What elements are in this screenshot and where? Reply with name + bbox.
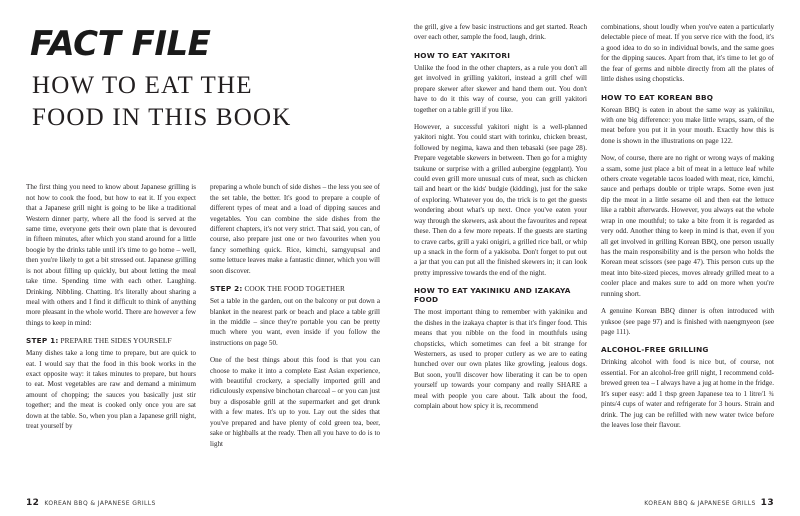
section-heading-yakitori: HOW TO EAT YAKITORI <box>414 50 511 60</box>
left-column-1 <box>26 182 196 456</box>
footer-right <box>644 498 774 508</box>
right-column-2 <box>601 22 774 437</box>
page-subtitle: HOW TO EAT THE FOOD IN THIS BOOK <box>32 72 292 132</box>
paragraph: Korean BBQ is eaten in about the same way as yakiniku, with one big difference: you make little wraps, ssam, of the meat before you put it in your mouth. Exactly how this is done is shown in the illustrations on page 122. <box>601 105 774 145</box>
paragraph: The most important thing to remember with yakiniku and the dishes in the izakaya chapter is that it's finger food. This means that you nibble on the food in mouthfuls using chopsticks, which sometimes can feel a bit strange for Westerners, as used to proper cutlery as we are to eating hunched over our own plates like growling, jealous dogs. But soon, you'll discover how liberating it can be to open yourself up towards your company and really SHARE a meal with people you care about. Talk about the food, complain about how spicy it is, recommend <box>414 308 587 411</box>
paragraph: the grill, give a few basic instructions and get started. Reach over each other, sample the food, laugh, drink. <box>414 23 587 42</box>
section-heading-step1 <box>26 336 196 345</box>
footer-left <box>26 498 156 508</box>
paragraph: Now, of course, there are no right or wrong ways of making a ssam, some just place a bit of meat in a lettuce leaf while others create vegetable tacos loaded with meat, rice, kimchi, sauce and perhaps double or triple wraps. Some even just dip the meat in a little sesame oil and then eat the lettuce like a rabbit afterwards. However, you always eat the whole wrap in one mouthful; to take a bite from it is regarded as very odd. Another thing to keep in mind is that, even if you all get involved in grilling Korean BBQ, one person usually has the main responsibility and is the person who holds the Korean meat scissors (see page 47). This person cuts up the meat into bite-sized pieces, moves already grilled meat to a cooler place and makes sure to add on more when you're running short. <box>601 154 774 298</box>
right-columns <box>414 22 774 437</box>
paragraph: Unlike the food in the other chapters, as a rule you don't all get involved in grilling yakitori, instead a grill chef will prepare skewer after skewer and hand them out. You don't have to do it this way of course, you can grill yakitori together on a table grill if you like. <box>414 63 587 114</box>
footer-text-left: KOREAN BBQ & JAPANESE GRILLS <box>44 500 156 507</box>
paragraph: Set a table in the garden, out on the balcony or put down a blanket in the nearest park or beach and place a table grill in the middle – since they're portable you can be pretty much where you want, even inside if you follow the instructions on page 50. <box>210 297 380 347</box>
paragraph: One of the best things about this food is that you can choose to make it into a complete East Asian experience, with beautiful crockery, a specially imported grill and ridiculously expensive binchotan charcoal – or you can just buy a disposable grill at the supermarket and get drunk with a few mates. It's up to you. Lay out the sides that you've prepared and have plenty of cold green tea, beer, sake or highballs at the ready. Then all you have to do is to light <box>210 356 380 448</box>
right-column-1 <box>414 22 587 437</box>
paragraph: combinations, shout loudly when you've eaten a particularly delectable piece of meat. If you serve rice with the food, it's a good idea to do so in individual bowls, and the same goes for the dipping sauces. Apart from that, it's time to let go of the fear of germs and nibble directly from all the plates of little dishes using chopsticks. <box>601 23 774 84</box>
section-heading-korean-bbq: HOW TO EAT KOREAN BBQ <box>601 92 714 102</box>
left-column-2 <box>210 182 380 456</box>
step2-label: STEP 2: <box>210 284 243 294</box>
left-columns <box>26 182 380 456</box>
paragraph: A genuine Korean BBQ dinner is often introduced with yuksoe (see page 97) and is finished with naengmyeon (see page 111). <box>601 307 774 336</box>
page-number-left: 12 <box>26 498 40 508</box>
step2-runin: COOK THE FOOD TOGETHER <box>242 284 345 294</box>
page-title: FACT FILE <box>30 24 211 64</box>
section-heading-step2 <box>210 284 380 293</box>
paragraph: However, a successful yakitori night is a well-planned yakitori night. You could start with torinku, chicken breast, followed by negima, kawa and then tebasaki (see page 28). Prepare vegetable skewers in between. Then go for a mighty tsukune or surprise with a grilled aubergine (eggplant). You could even grill more unusual cuts of meat, such as chicken tail and heart or the kids' budgie (kidding), just for the sake of exploring. Whatever you do, the trick is to get the guests wondering about what's up next. Once you've eaten your way through the skewers, ask about the favourites and repeat these. Then do a few more repeats. If the guests are starting to crave carbs, grill a yaki onigiri, a grilled rice ball, or whip up a snack in the form of a yakisoba. Don't forget to put out a jar that you can put all the finished skewers in; it can look pretty impressive towards the end of the night. <box>414 122 587 277</box>
step1-runin: PREPARE THE SIDES YOURSELF <box>58 336 172 346</box>
section-heading-yakiniku-izakaya: HOW TO EAT YAKINIKU AND IZAKAYA FOOD <box>414 286 571 305</box>
paragraph: Many dishes take a long time to prepare, but are quick to eat. I would say that the food in this book works in the exact opposite way: it takes minutes to prepare, but hours to eat. Most vegetables are raw and demand a minimum amount of chopping; the sauces you basically just stir together; and the meat is cooked only once you are sat down at the table. So, when you plan a Japanese grill night, treat yourself by <box>26 349 196 431</box>
paragraph: preparing a whole bunch of side dishes – the less you see of the set table, the better. It's good to prepare a couple of different types of meat and a load of dipping sauces and vegetables. You can combine the side dishes from the different chapters, it's not very strict. That said, you can, of course, also prepare just one or two favourites when you fancy something quick. Rice, kimchi, samgyupsal and some lettuce leaves make a fantastic dinner, which you will soon discover. <box>210 183 380 275</box>
footer-text-right: KOREAN BBQ & JAPANESE GRILLS <box>644 500 756 507</box>
page-right <box>400 0 800 516</box>
section-heading-alcohol-free: ALCOHOL-FREE GRILLING <box>601 345 709 355</box>
page-number-right: 13 <box>760 498 774 508</box>
step1-label: STEP 1: <box>26 336 59 346</box>
title-block <box>26 24 380 134</box>
paragraph: The first thing you need to know about Japanese grilling is not how to cook the food, but how to eat it. If you expect that a Japanese grill night is going to be like a traditional Western dinner party, where all the food is served at the same time, everyone gets their own plate that is devoured in fifteen minutes, after which you stand around for a little boogie by the drinks table until it's time to go home – well, then you're likely to get a bit stressed out. Japanese grilling is not about filling up quickly, but about letting the meal take time. Spending time with each other. Laughing. Drinking. Nibbling. Chatting. It's literally about sharing a meal with others and I find it difficult to think of anything more pleasant in the whole world. There are however a few things to keep in mind: <box>26 183 196 327</box>
paragraph: Drinking alcohol with food is nice but, of course, not essential. For an alcohol-free grill night, I recommend cold-brewed green tea – I always have a jug at home in the fridge. It's super easy: add 1 tbsp green Japanese tea to 1 litre/1 ¾ pints/4 cups of water and refrigerate for 3 hours. Strain and drink. The jug can be refilled with new water twice before the leaves lose their flavour. <box>601 358 774 429</box>
